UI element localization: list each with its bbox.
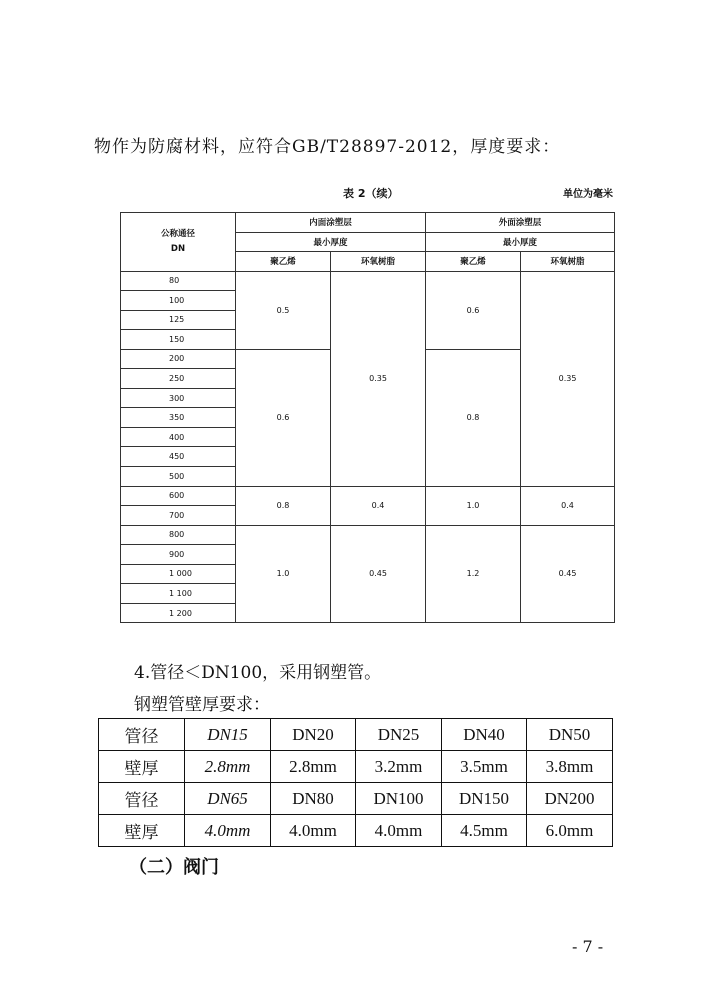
table-cell: 3.5mm: [442, 751, 527, 783]
table-cell: DN15: [185, 719, 271, 751]
dn-cell: 700: [121, 506, 236, 526]
inner-coating-header: 内面涂塑层: [236, 213, 426, 233]
coating-thickness-table: [120, 212, 615, 623]
outer-min-thickness-header: 最小厚度: [426, 232, 615, 252]
row-label-cell: 管径: [99, 719, 185, 751]
outer-pe-cell: 1.0: [426, 486, 521, 525]
row-label-cell: 壁厚: [99, 815, 185, 847]
outer-pe-cell: 0.8: [426, 349, 521, 486]
inner-pe-cell: 1.0: [236, 525, 331, 623]
outer-pe-cell: 0.6: [426, 271, 521, 349]
outer-pe-header: 聚乙烯: [426, 252, 521, 272]
dn-cell: 80: [121, 271, 236, 291]
row-label-cell: 管径: [99, 783, 185, 815]
dn-cell: 300: [121, 388, 236, 408]
table-cell: DN150: [442, 783, 527, 815]
table-row: [99, 815, 613, 847]
row-label-cell: 壁厚: [99, 751, 185, 783]
outer-pe-cell: 1.2: [426, 525, 521, 623]
dn-cell: 600: [121, 486, 236, 506]
table-cell: DN65: [185, 783, 271, 815]
dn-cell: 500: [121, 466, 236, 486]
dn-cell: 1 200: [121, 603, 236, 623]
table-cell: DN25: [356, 719, 442, 751]
inner-pe-header: 聚乙烯: [236, 252, 331, 272]
table-row: [121, 486, 615, 506]
dn-header-label: 公称通径: [160, 228, 195, 239]
inner-epoxy-cell: 0.35: [331, 271, 426, 486]
table-cell: DN80: [271, 783, 356, 815]
dn-cell: 400: [121, 427, 236, 447]
table-cell: DN40: [442, 719, 527, 751]
dn-cell: 350: [121, 408, 236, 428]
table-cell: 6.0mm: [527, 815, 613, 847]
dn-cell: 200: [121, 349, 236, 369]
dn-cell: 1 000: [121, 564, 236, 584]
table-cell: 2.8mm: [271, 751, 356, 783]
outer-epoxy-cell: 0.4: [521, 486, 615, 525]
dn-cell: 150: [121, 330, 236, 350]
table-cell: DN200: [527, 783, 613, 815]
inner-pe-cell: 0.5: [236, 271, 331, 349]
table-unit-note: 单位为毫米: [563, 189, 613, 200]
table-header-row: [121, 213, 615, 233]
dn-cell: 250: [121, 369, 236, 389]
outer-epoxy-cell: 0.45: [521, 525, 615, 623]
table-caption: 表 2（续）: [343, 187, 399, 200]
table-cell: 4.0mm: [271, 815, 356, 847]
wall-thickness-table: [98, 718, 613, 847]
table-cell: 4.0mm: [185, 815, 271, 847]
table-cell: 4.5mm: [442, 815, 527, 847]
inner-epoxy-cell: 0.45: [331, 525, 426, 623]
table-row: [99, 719, 613, 751]
outer-coating-header: 外面涂塑层: [426, 213, 615, 233]
inner-epoxy-header: 环氧树脂: [331, 252, 426, 272]
table-cell: DN20: [271, 719, 356, 751]
dn-cell: 125: [121, 310, 236, 330]
dn-cell: 800: [121, 525, 236, 545]
inner-epoxy-cell: 0.4: [331, 486, 426, 525]
outer-epoxy-header: 环氧树脂: [521, 252, 615, 272]
page-number: - 7 -: [572, 937, 604, 956]
paragraph-wall-thickness: 钢塑管壁厚要求：: [134, 695, 270, 715]
outer-epoxy-cell: 0.35: [521, 271, 615, 486]
table-row: [99, 751, 613, 783]
inner-pe-cell: 0.8: [236, 486, 331, 525]
inner-pe-cell: 0.6: [236, 349, 331, 486]
inner-min-thickness-header: 最小厚度: [236, 232, 426, 252]
dn-header: [121, 213, 236, 272]
dn-cell: 1 100: [121, 584, 236, 604]
table-cell: 3.2mm: [356, 751, 442, 783]
intro-paragraph: 物作为防腐材料，应符合GB/T28897-2012，厚度要求：: [94, 137, 561, 157]
dn-cell: 450: [121, 447, 236, 467]
table-row: [121, 525, 615, 545]
paragraph-steel-plastic-pipe: 4.管径＜DN100，采用钢塑管。: [134, 663, 382, 683]
table-cell: 2.8mm: [185, 751, 271, 783]
table-cell: 4.0mm: [356, 815, 442, 847]
table-cell: DN50: [527, 719, 613, 751]
table-row: [99, 783, 613, 815]
table-row: [121, 271, 615, 291]
table-cell: DN100: [356, 783, 442, 815]
dn-cell: 900: [121, 545, 236, 565]
section-heading: （二）阀门: [129, 857, 219, 878]
dn-header-symbol: DN: [170, 243, 186, 254]
table-cell: 3.8mm: [527, 751, 613, 783]
dn-cell: 100: [121, 291, 236, 311]
